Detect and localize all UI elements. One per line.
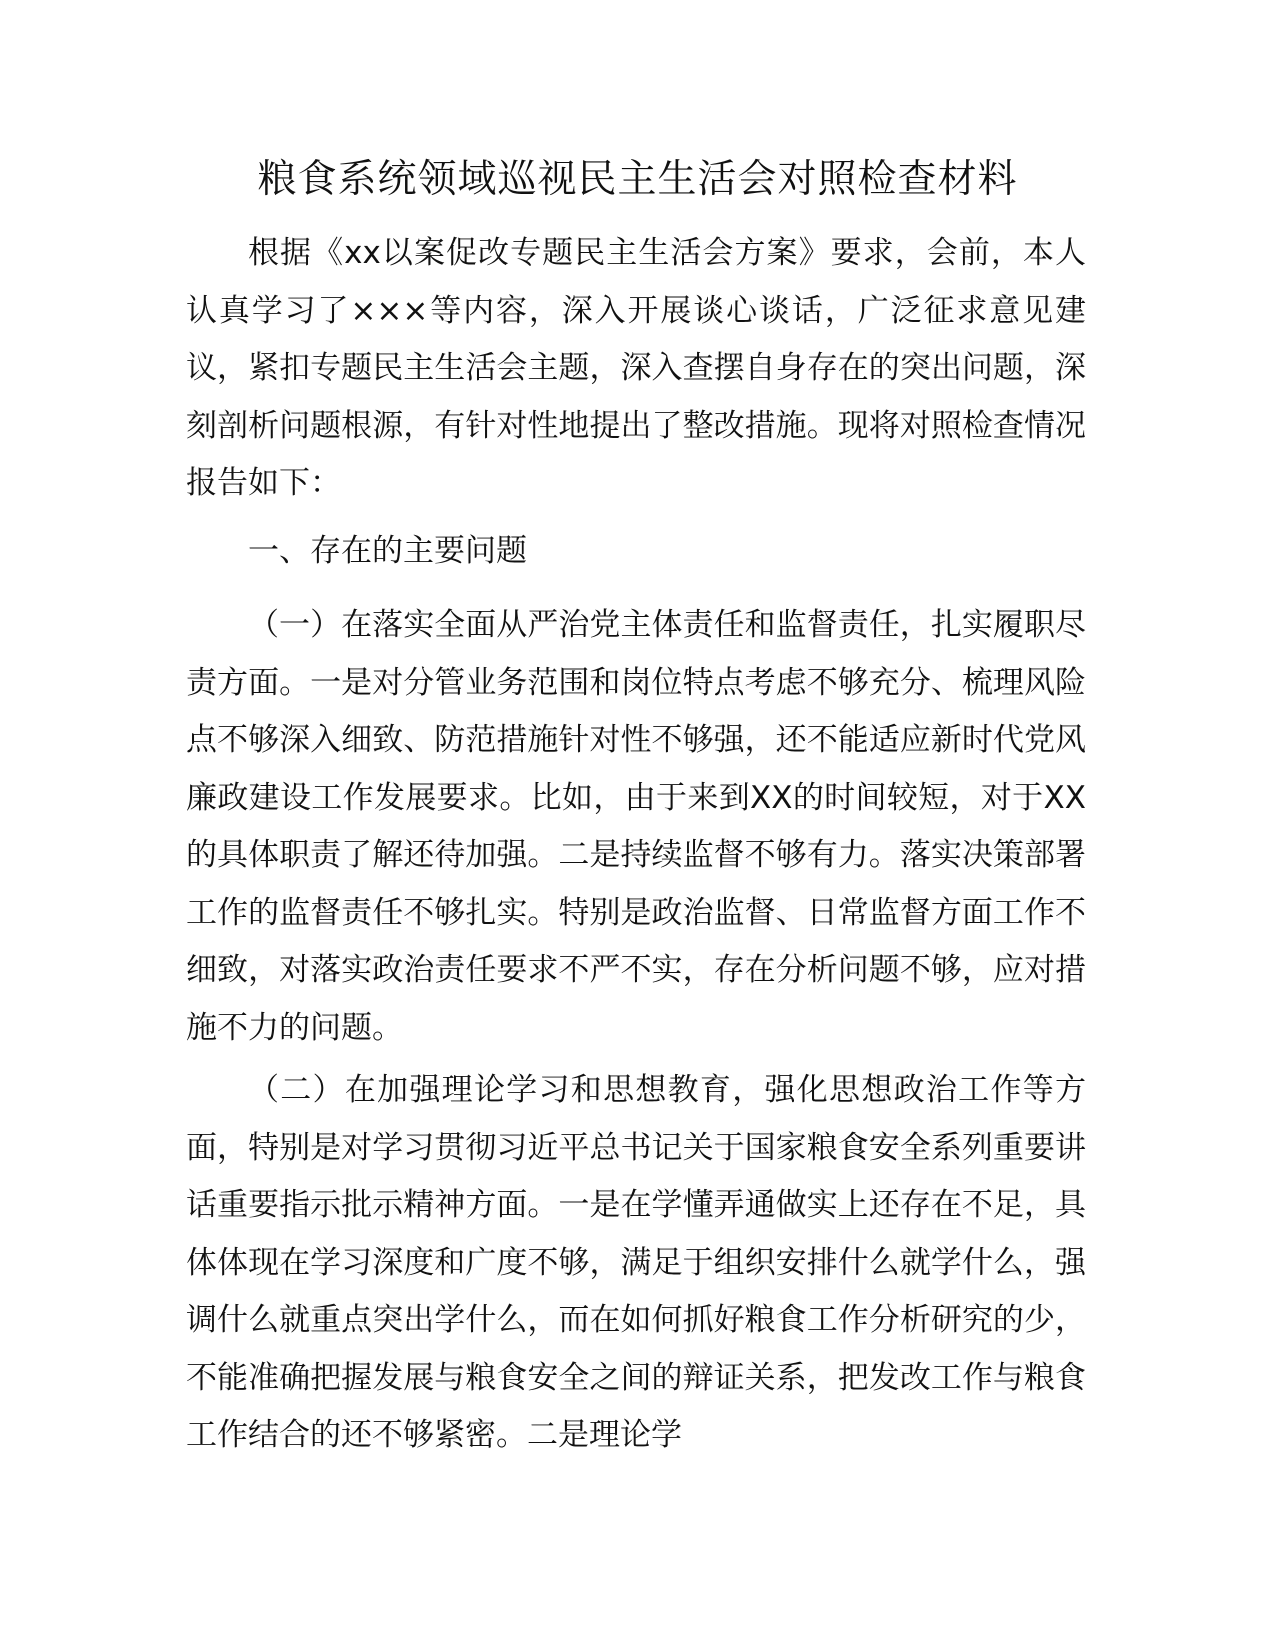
body-paragraph-2: （二）在加强理论学习和思想教育，强化思想政治工作等方面，特别是对学习贯彻习近平总书记关于国家粮食安全系列重要讲话重要指示批示精神方面。一是在学懂弄通做实上还存在不足，具体体现在学习深度和广度不够，满足于组织安排什么就学什么，强调什么就重点突出学什么，而在如何抓好粮食工作分析研究的少，不能准确把握发展与粮食安全之间的辩证关系，把发改工作与粮食工作结合的还不够紧密。二是理论学 [186, 1072, 1086, 1453]
intro-paragraph: 根据《xx以案促改专题民主生活会方案》要求，会前，本人认真学习了×××等内容，深入开展谈心谈话，广泛征求意见建议，紧扣专题民主生活会主题，深入查摆自身存在的突出问题，深刻剖析问题根源，有针对性地提出了整改措施。现将对照检查情况报告如下： [186, 235, 1086, 501]
document-title: 粮食系统领域巡视民主生活会对照检查材料 [257, 157, 1018, 202]
section-heading: 一、存在的主要问题 [248, 533, 527, 569]
body-paragraph-1: （一）在落实全面从严治党主体责任和监督责任，扎实履职尽责方面。一是对分管业务范围和岗位特点考虑不够充分、梳理风险点不够深入细致、防范措施针对性不够强，还不能适应新时代党风廉政建设工作发展要求。比如，由于来到XX的时间较短，对于XX的具体职责了解还待加强。二是持续监督不够有力。落实决策部署工作的监督责任不够扎实。特别是政治监督、日常监督方面工作不细致，对落实政治责任要求不严不实，存在分析问题不够，应对措施不力的问题。 [186, 607, 1086, 1046]
